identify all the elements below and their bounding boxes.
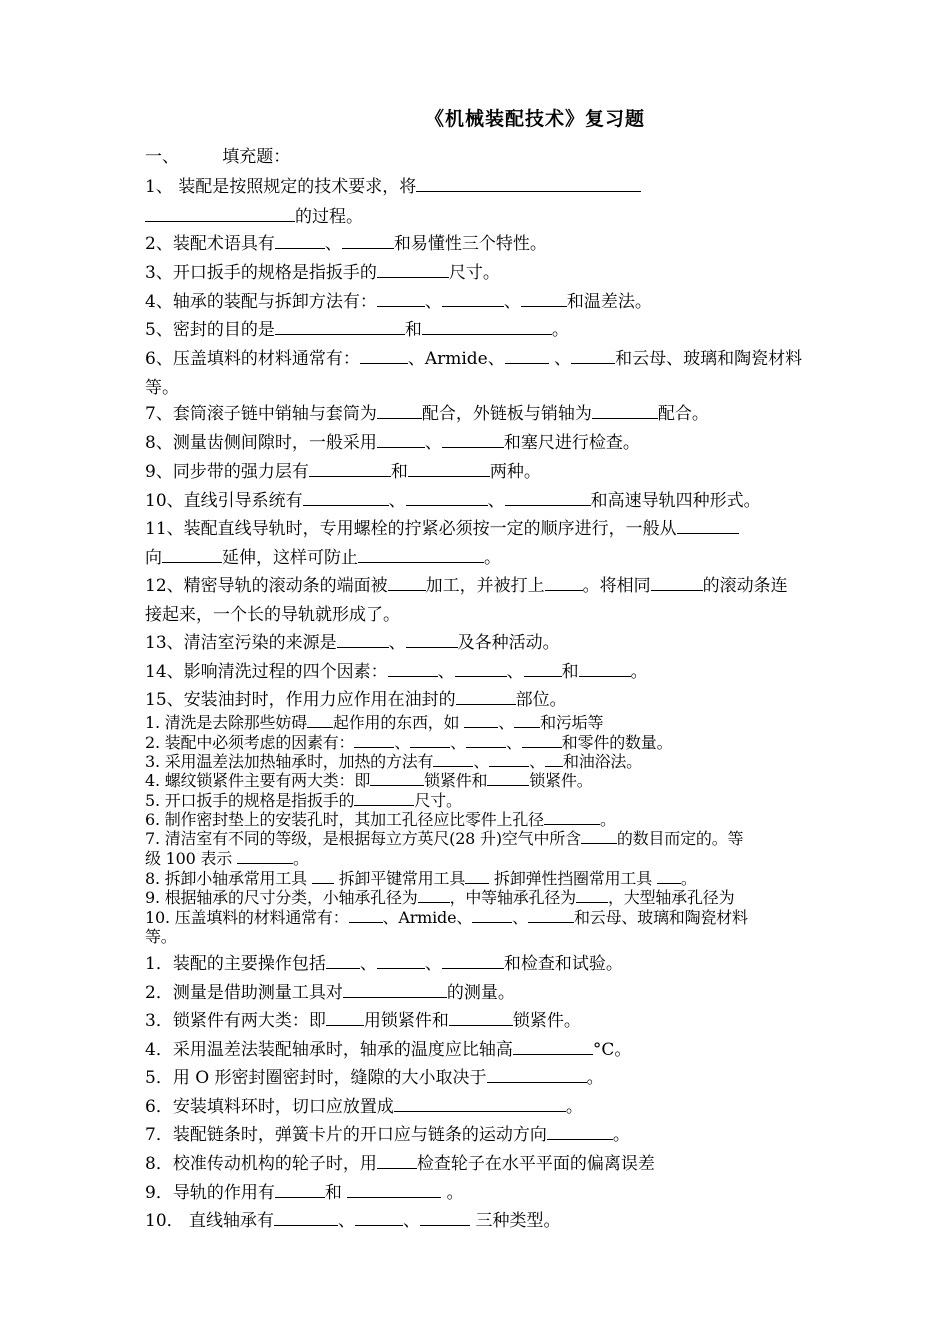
answer-blank[interactable] xyxy=(312,869,334,884)
question-line xyxy=(145,373,179,398)
question-text: 。 xyxy=(612,1125,630,1145)
question-text: 9. 根据轴承的尺寸分类，小轴承孔径为 xyxy=(145,888,418,907)
question-text: 14、影响清洗过程的四个因素： xyxy=(145,662,388,682)
answer-blank[interactable] xyxy=(514,713,540,728)
question-text: °C。 xyxy=(592,1040,632,1060)
question-line xyxy=(145,905,748,928)
answer-blank[interactable] xyxy=(442,954,504,969)
question-text: 、 xyxy=(548,349,572,369)
answer-blank[interactable] xyxy=(342,234,394,249)
question-text: 10． 直线轴承有 xyxy=(145,1211,275,1231)
question-text: 和污垢等 xyxy=(540,713,604,732)
answer-blank[interactable] xyxy=(162,548,222,563)
answer-blank[interactable] xyxy=(326,1011,364,1026)
question-text: 的测量。 xyxy=(446,983,515,1003)
question-line xyxy=(145,1035,631,1060)
question-text: 11、装配直线导轨时，专用螺栓的拧紧必须按一定的顺序进行，一般从 xyxy=(145,519,677,539)
question-line xyxy=(145,457,541,482)
question-text: 4. 螺纹锁紧件主要有两大类：即 xyxy=(145,771,371,790)
question-text: 和云母、玻璃和陶瓷材料 xyxy=(573,908,748,927)
question-text: 、 xyxy=(505,733,522,752)
answer-blank[interactable] xyxy=(418,888,450,903)
question-text: 延伸，这样可防止 xyxy=(222,548,358,568)
question-text: 、 xyxy=(498,713,515,732)
answer-blank[interactable] xyxy=(377,404,422,419)
question-text: 用锁紧件和 xyxy=(363,1011,449,1031)
question-text: 。将相同 xyxy=(582,576,651,596)
answer-blank[interactable] xyxy=(408,462,490,477)
question-line xyxy=(145,1178,464,1203)
question-line xyxy=(145,428,640,453)
question-text: 两种。 xyxy=(489,462,541,482)
answer-blank[interactable] xyxy=(466,733,506,748)
answer-blank[interactable] xyxy=(522,733,562,748)
question-line xyxy=(145,571,788,596)
answer-blank[interactable] xyxy=(505,491,591,506)
question-text: 和塞尺进行检查。 xyxy=(503,433,640,453)
question-line xyxy=(145,229,547,254)
answer-blank[interactable] xyxy=(388,576,426,591)
question-line xyxy=(145,1006,581,1031)
answer-blank[interactable] xyxy=(455,662,507,677)
question-text: 向 xyxy=(145,548,162,568)
question-text: 6、压盖填料的材料通常有： xyxy=(145,349,360,369)
answer-blank[interactable] xyxy=(307,713,333,728)
answer-blank[interactable] xyxy=(465,869,489,884)
question-text: 。 xyxy=(586,1068,604,1088)
question-text: 、 xyxy=(424,954,442,974)
question-text: 、 xyxy=(394,733,411,752)
question-text: 和零件的数量。 xyxy=(561,733,673,752)
question-line xyxy=(145,399,709,424)
question-text: 三种类型。 xyxy=(470,1211,561,1231)
question-text: 和 xyxy=(390,462,408,482)
question-text: 配合，外链板与销轴为 xyxy=(421,404,592,424)
question-text: 5．用 O 形密封圈密封时，缝隙的大小取决于 xyxy=(145,1068,487,1088)
question-text: 。 xyxy=(680,869,697,888)
question-text: 13、清洁室污染的来源是 xyxy=(145,633,337,653)
question-text: 配合。 xyxy=(657,404,709,424)
question-text: 尺寸。 xyxy=(448,263,500,283)
question-line xyxy=(145,600,400,625)
question-text: 2．测量是借助测量工具对 xyxy=(145,983,343,1003)
answer-blank[interactable] xyxy=(442,433,504,448)
question-text: 起作用的东西，如 xyxy=(332,713,465,732)
answer-blank[interactable] xyxy=(449,1011,513,1026)
question-text: 7. 清洁室有不同的等级，是根据每立方英尺(28 升)空气中所含 xyxy=(145,829,581,848)
question-text: 、 xyxy=(424,292,442,312)
question-text: 、 xyxy=(359,954,377,974)
question-text: 。 xyxy=(630,662,648,682)
answer-blank[interactable] xyxy=(377,954,425,969)
question-line xyxy=(145,1092,583,1117)
question-line xyxy=(145,258,500,283)
answer-blank[interactable] xyxy=(309,462,391,477)
question-text: 、 xyxy=(437,662,455,682)
question-text: 、 xyxy=(424,433,442,453)
question-text: 接起来，一个长的导轨就形成了。 xyxy=(145,605,400,625)
question-text: 。 xyxy=(293,849,309,868)
answer-blank[interactable] xyxy=(576,888,608,903)
question-text: 8、测量齿侧间隙时，一般采用 xyxy=(145,433,377,453)
question-text: 3. 采用温差法加热轴承时，加热的方法有 xyxy=(145,752,434,771)
answer-blank[interactable] xyxy=(355,1211,403,1226)
answer-blank[interactable] xyxy=(275,1183,325,1198)
question-text: 9．导轨的作用有 xyxy=(145,1183,275,1203)
answer-blank[interactable] xyxy=(237,849,293,864)
answer-blank[interactable] xyxy=(358,548,484,563)
answer-blank[interactable] xyxy=(433,752,473,767)
question-text: 8．校准传动机构的轮子时，用 xyxy=(145,1154,377,1174)
question-text: 及各种活动。 xyxy=(457,633,560,653)
answer-blank[interactable] xyxy=(343,983,447,998)
answer-blank[interactable] xyxy=(521,292,567,307)
question-line xyxy=(145,1063,604,1088)
question-text: 15、安装油封时，作用力应作用在油封的 xyxy=(145,690,456,710)
question-text: 10. 压盖填料的材料通常有： xyxy=(145,908,349,927)
question-text: ，大型轴承孔径为 xyxy=(607,888,735,907)
question-text: 。 xyxy=(441,1183,464,1203)
question-line xyxy=(145,1206,560,1231)
question-text: 。 xyxy=(484,548,501,568)
question-line xyxy=(145,172,641,197)
document-title: 《机械装配技术》复习题 xyxy=(424,108,645,130)
question-line xyxy=(145,685,567,710)
question-text: 的过程。 xyxy=(295,207,363,227)
question-text: ，中等轴承孔径为 xyxy=(449,888,576,907)
answer-blank[interactable] xyxy=(545,576,583,591)
answer-blank[interactable] xyxy=(303,491,389,506)
answer-blank[interactable] xyxy=(326,954,360,969)
question-text: 6. 制作密封垫上的安装孔时，其加工孔径应比零件上孔径 xyxy=(145,810,544,829)
question-text: 、 xyxy=(388,633,406,653)
answer-blank[interactable] xyxy=(416,177,641,192)
question-text: 3．锁紧件有两大类：即 xyxy=(145,1011,326,1031)
question-line xyxy=(145,924,177,947)
question-text: 3、开口扳手的规格是指扳手的 xyxy=(145,263,377,283)
question-text: 锁紧件和 xyxy=(424,771,488,790)
question-text: 和油浴法。 xyxy=(562,752,642,771)
question-text: 5. 开口扳手的规格是指扳手的 xyxy=(145,791,355,810)
question-line xyxy=(145,202,363,227)
question-line xyxy=(145,543,501,568)
answer-blank[interactable] xyxy=(406,633,458,648)
question-text: 的滚动条连 xyxy=(702,576,788,596)
question-text: 和高速导轨四种形式。 xyxy=(590,491,761,511)
question-text: 、 xyxy=(324,234,342,254)
question-text: 2、装配术语具有 xyxy=(145,234,275,254)
answer-blank[interactable] xyxy=(420,1211,470,1226)
question-line xyxy=(145,514,739,539)
question-text: 。 xyxy=(551,320,569,340)
question-text: 、 xyxy=(503,292,521,312)
answer-blank[interactable] xyxy=(274,1211,338,1226)
answer-blank[interactable] xyxy=(571,349,615,364)
question-line xyxy=(145,486,761,511)
answer-blank[interactable] xyxy=(349,908,383,923)
answer-blank[interactable] xyxy=(354,791,414,806)
question-text: 。 xyxy=(599,810,616,829)
answer-blank[interactable] xyxy=(354,733,394,748)
question-text: 、 xyxy=(403,1211,421,1231)
answer-blank[interactable] xyxy=(456,690,516,705)
question-line xyxy=(145,344,802,369)
question-text: 拆卸弹性挡圈常用工具 xyxy=(489,869,657,888)
question-text: 1. 清洗是去除那些妨碍 xyxy=(145,713,307,732)
answer-blank[interactable] xyxy=(442,292,504,307)
question-text: 的数目而定的。等 xyxy=(616,829,744,848)
question-text: 、 xyxy=(506,662,524,682)
question-line xyxy=(145,315,569,340)
question-text: 和 xyxy=(404,320,422,340)
question-text: 、 xyxy=(388,491,406,511)
question-text: 9、同步带的强力层有 xyxy=(145,462,309,482)
question-text: 、Armide、 xyxy=(382,908,473,927)
question-text: 和 xyxy=(324,1183,348,1203)
question-text: 12、精密导轨的滚动条的端面被 xyxy=(145,576,388,596)
answer-blank[interactable] xyxy=(547,1125,613,1140)
question-text: 加工，并被打上 xyxy=(425,576,545,596)
answer-blank[interactable] xyxy=(377,292,425,307)
question-line xyxy=(145,1120,630,1145)
answer-blank[interactable] xyxy=(360,349,408,364)
question-text: 、 xyxy=(487,491,505,511)
question-text: 和 xyxy=(561,662,579,682)
section-heading: 一、 填充题： xyxy=(145,147,291,167)
answer-blank[interactable] xyxy=(581,829,617,844)
question-line xyxy=(145,949,623,974)
question-text: 、 xyxy=(473,752,490,771)
question-line xyxy=(145,1149,655,1174)
question-text: 8. 拆卸小轴承常用工具 xyxy=(145,869,312,888)
question-text: 、 xyxy=(450,733,466,752)
question-text: 锁紧件。 xyxy=(529,771,593,790)
answer-blank[interactable] xyxy=(513,1040,593,1055)
question-text: 拆卸平键常用工具 xyxy=(333,869,466,888)
question-text: 检查轮子在水平平面的偏离误差 xyxy=(416,1154,655,1174)
answer-blank[interactable] xyxy=(487,1068,587,1083)
question-text: 、 xyxy=(338,1211,356,1231)
question-text: 1、 装配是按照规定的技术要求，将 xyxy=(145,177,417,197)
answer-blank[interactable] xyxy=(394,1097,566,1112)
answer-blank[interactable] xyxy=(524,662,562,677)
answer-blank[interactable] xyxy=(377,1154,417,1169)
answer-blank[interactable] xyxy=(422,320,552,335)
question-text: 、Armide、 xyxy=(407,349,505,369)
answer-blank[interactable] xyxy=(505,349,549,364)
answer-blank[interactable] xyxy=(275,234,325,249)
question-text: 7、套筒滚子链中销轴与套筒为 xyxy=(145,404,377,424)
question-line xyxy=(145,978,515,1003)
answer-blank[interactable] xyxy=(347,1183,441,1198)
answer-blank[interactable] xyxy=(489,752,529,767)
answer-blank[interactable] xyxy=(406,491,488,506)
answer-blank[interactable] xyxy=(377,263,449,278)
answer-blank[interactable] xyxy=(592,404,658,419)
answer-blank[interactable] xyxy=(657,869,681,884)
answer-blank[interactable] xyxy=(528,908,574,923)
question-text: 10、直线引导系统有 xyxy=(145,491,303,511)
answer-blank[interactable] xyxy=(579,662,631,677)
answer-blank[interactable] xyxy=(472,908,512,923)
question-line xyxy=(145,287,652,312)
question-text: 尺寸。 xyxy=(414,791,462,810)
question-text: 等。 xyxy=(145,378,179,398)
question-text: 4、轴承的装配与拆卸方法有： xyxy=(145,292,377,312)
question-text: 、 xyxy=(512,908,528,927)
answer-blank[interactable] xyxy=(544,810,600,825)
answer-blank[interactable] xyxy=(388,662,438,677)
question-text: 部位。 xyxy=(515,690,567,710)
answer-blank[interactable] xyxy=(370,771,424,786)
answer-blank[interactable] xyxy=(377,433,425,448)
answer-blank[interactable] xyxy=(464,713,498,728)
answer-blank[interactable] xyxy=(145,207,295,222)
question-text: 和云母、玻璃和陶瓷材料 xyxy=(615,349,803,369)
question-text: 6．安装填料环时，切口应放置成 xyxy=(145,1097,394,1117)
question-text: 锁紧件。 xyxy=(512,1011,581,1031)
question-line xyxy=(145,628,560,653)
question-text: 和温差法。 xyxy=(566,292,652,312)
answer-blank[interactable] xyxy=(651,576,703,591)
question-text: 级 100 表示 xyxy=(145,849,237,868)
answer-blank[interactable] xyxy=(677,519,739,534)
question-text: 和检查和试验。 xyxy=(503,954,623,974)
question-text: 2. 装配中必须考虑的因素有： xyxy=(145,733,355,752)
answer-blank[interactable] xyxy=(545,752,563,767)
question-text: 。 xyxy=(565,1097,583,1117)
question-line xyxy=(145,657,648,682)
question-text: 5、密封的目的是 xyxy=(145,320,275,340)
question-text: 等。 xyxy=(145,927,177,946)
question-text: 4．采用温差法装配轴承时，轴承的温度应比轴高 xyxy=(145,1040,513,1060)
answer-blank[interactable] xyxy=(275,320,405,335)
question-text: 1．装配的主要操作包括 xyxy=(145,954,326,974)
answer-blank[interactable] xyxy=(337,633,389,648)
question-text: 、 xyxy=(529,752,545,771)
answer-blank[interactable] xyxy=(410,733,450,748)
question-text: 和易懂性三个特性。 xyxy=(393,234,547,254)
question-text: 7．装配链条时，弹簧卡片的开口应与链条的运动方向 xyxy=(145,1125,547,1145)
answer-blank[interactable] xyxy=(487,771,529,786)
